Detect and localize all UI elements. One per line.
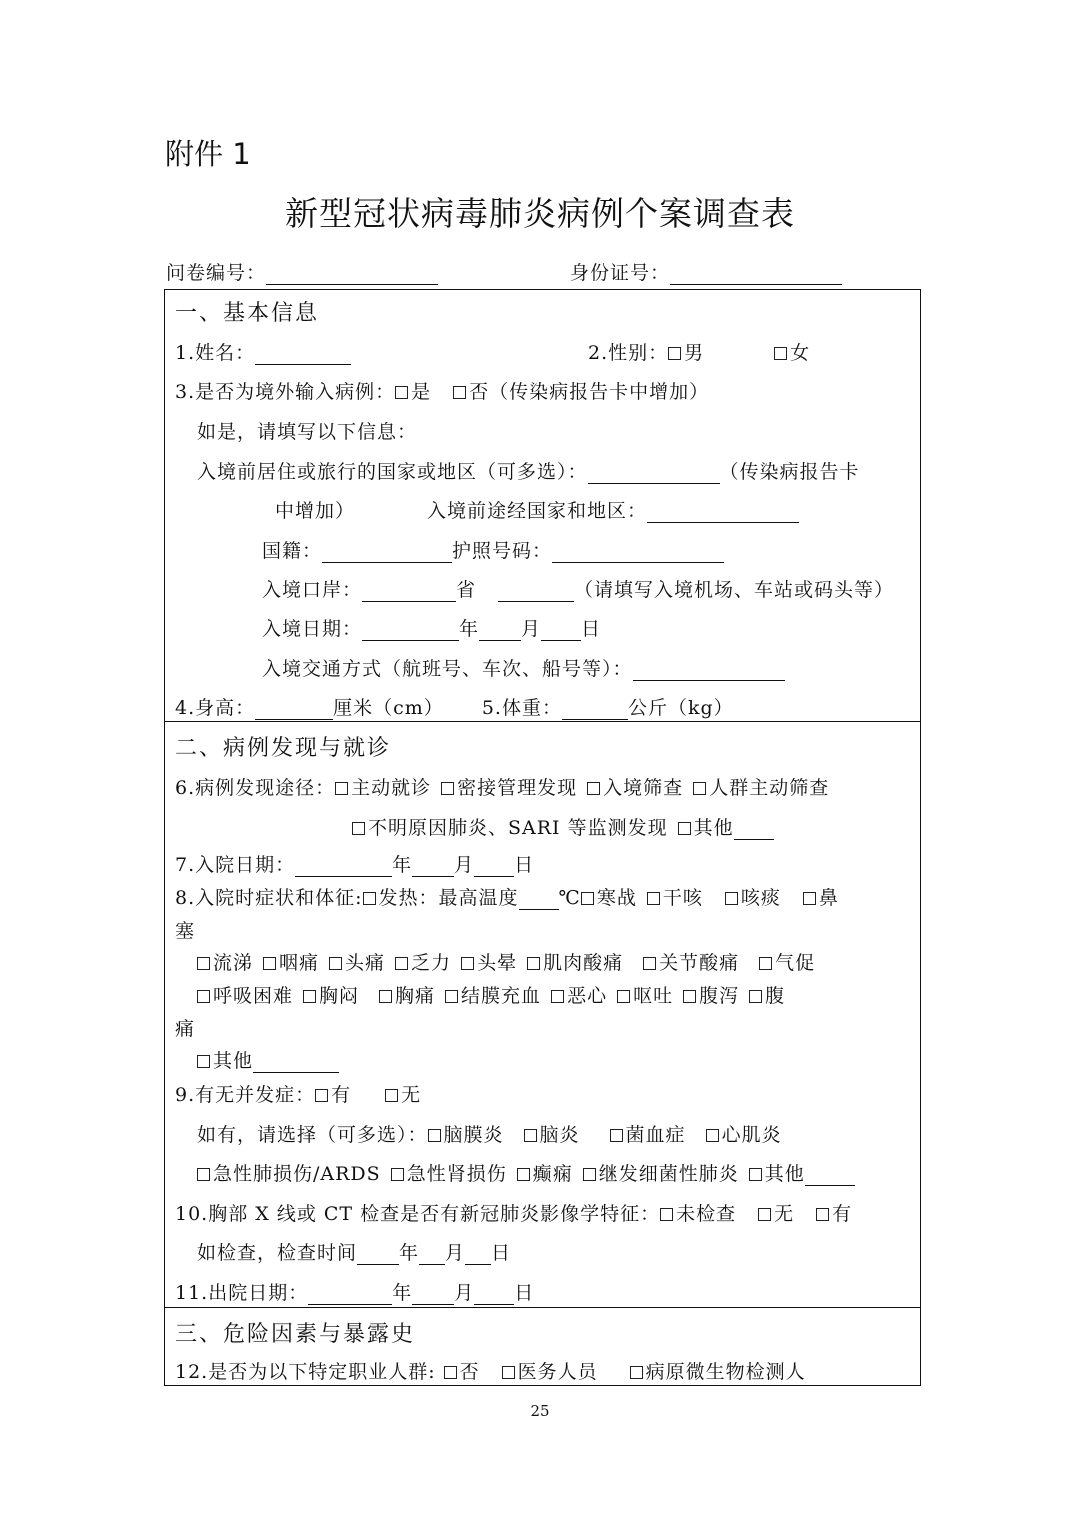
residence-note-cont: 中增加） — [275, 500, 356, 522]
month-label: 月 — [454, 854, 475, 876]
discovery-row-cont — [352, 813, 774, 840]
questionnaire-number-label: 问卷编号： — [166, 262, 267, 284]
imported-no-label: 否（传染病报告卡中增加） — [469, 381, 710, 403]
vomit-checkbox[interactable] — [617, 990, 630, 1003]
disc-screening-checkbox[interactable] — [693, 782, 706, 795]
residence-field[interactable] — [588, 463, 720, 484]
joint-pain-label: 关节酸痛 — [659, 952, 740, 974]
if-yes-note: 如是，请填写以下信息： — [197, 421, 418, 443]
imaging-none-label: 无 — [774, 1203, 795, 1225]
dry-cough-label: 干咳 — [662, 887, 703, 909]
imaging-has-checkbox[interactable] — [816, 1208, 829, 1221]
discharge-day-field[interactable] — [474, 1284, 514, 1305]
disc-entry-checkbox[interactable] — [587, 782, 600, 795]
disc-entry-label: 入境筛查 — [603, 777, 684, 799]
disc-other-checkbox[interactable] — [678, 822, 691, 835]
epilepsy-label: 癫痫 — [532, 1163, 573, 1185]
chest-pain-label: 胸痛 — [395, 985, 436, 1007]
symptoms-row-1 — [175, 883, 839, 910]
admission-month-field[interactable] — [412, 856, 454, 877]
nasal-checkbox[interactable] — [803, 892, 816, 905]
abdominal-pain-label-cont: 痛 — [175, 1018, 196, 1040]
occupation-no-label: 否 — [459, 1361, 480, 1383]
bacteremia-label: 菌血症 — [625, 1124, 686, 1146]
conjunctival-checkbox[interactable] — [445, 990, 458, 1003]
residence-row — [197, 457, 860, 484]
celsius-label: ℃ — [558, 887, 581, 909]
imported-case-label: 3.是否为境外输入病例： — [175, 381, 396, 403]
year-label: 年 — [392, 1282, 413, 1304]
epilepsy-checkbox[interactable] — [517, 1168, 530, 1181]
residence-note: （传染病报告卡 — [719, 461, 860, 483]
attachment-label: 附件 1 — [165, 137, 251, 171]
transit-label: 入境前途经国家和地区： — [427, 500, 648, 522]
complication-row — [175, 1080, 421, 1107]
complication-yes-label: 有 — [331, 1084, 352, 1106]
disc-contact-checkbox[interactable] — [441, 782, 454, 795]
admission-day-field[interactable] — [474, 856, 514, 877]
chills-label: 寒战 — [596, 887, 637, 909]
imaging-has-label: 有 — [832, 1203, 853, 1225]
discovery-label: 6.病例发现途径： — [175, 777, 336, 799]
height-unit: 厘米（cm） — [333, 697, 444, 719]
max-temp-field[interactable] — [519, 889, 559, 910]
discharge-date-label: 11.出院日期： — [175, 1282, 309, 1304]
symptom-other-field[interactable] — [253, 1052, 339, 1073]
entry-month-field[interactable] — [479, 620, 521, 641]
admission-date-row — [175, 850, 534, 877]
weight-field[interactable] — [562, 699, 628, 720]
female-label: 女 — [790, 342, 811, 364]
passport-field[interactable] — [552, 542, 724, 563]
month-label: 月 — [454, 1282, 475, 1304]
discovery-row — [175, 773, 829, 800]
entry-date-row — [262, 614, 601, 641]
transport-field[interactable] — [633, 660, 785, 681]
imported-case-row — [175, 377, 709, 404]
year-label: 年 — [459, 618, 480, 640]
complication-other-label: 其他 — [764, 1163, 805, 1185]
day-label: 日 — [514, 1282, 535, 1304]
imaging-row — [175, 1199, 852, 1226]
lab-tester-label: 病原微生物检测人 — [645, 1361, 806, 1383]
complication-choices-row-2 — [197, 1159, 855, 1186]
diarrhea-checkbox[interactable] — [683, 990, 696, 1003]
bacterial-pneumonia-label: 继发细菌性肺炎 — [598, 1163, 739, 1185]
sputum-label: 咳痰 — [740, 887, 781, 909]
year-label: 年 — [399, 1242, 420, 1264]
transport-label: 入境交通方式（航班号、车次、船号等）： — [262, 658, 633, 680]
fever-checkbox[interactable] — [363, 892, 376, 905]
short-breath-checkbox[interactable] — [759, 957, 772, 970]
complication-no-checkbox[interactable] — [385, 1089, 398, 1102]
check-month-field[interactable] — [419, 1244, 445, 1265]
sore-throat-label: 咽痛 — [279, 952, 320, 974]
check-time-label: 如检查，检查时间 — [197, 1242, 358, 1264]
chills-checkbox[interactable] — [581, 892, 594, 905]
section-divider — [164, 1307, 921, 1308]
weight-label: 5.体重： — [481, 697, 562, 719]
year-label: 年 — [392, 854, 413, 876]
questionnaire-number-row — [166, 258, 438, 285]
diarrhea-label: 腹泻 — [699, 985, 740, 1007]
ards-label: 急性肺损伤/ARDS — [213, 1163, 381, 1185]
entry-day-field[interactable] — [541, 620, 581, 641]
imaging-none-checkbox[interactable] — [758, 1208, 771, 1221]
residence-label: 入境前居住或旅行的国家或地区（可多选）： — [197, 461, 588, 483]
symptoms-row-2 — [197, 948, 815, 975]
day-label: 日 — [581, 618, 602, 640]
occupation-label: 12.是否为以下特定职业人群: — [175, 1361, 436, 1383]
disc-active-label: 主动就诊 — [351, 777, 432, 799]
medical-staff-label: 医务人员 — [517, 1361, 598, 1383]
entry-port-label: 入境口岸： — [262, 579, 363, 601]
name-row — [175, 338, 351, 365]
complication-choose-label: 如有，请选择（可多选）： — [197, 1124, 428, 1146]
form-title: 新型冠状病毒肺炎病例个案调查表 — [285, 194, 795, 233]
vomit-label: 呕吐 — [633, 985, 674, 1007]
myocarditis-label: 心肌炎 — [721, 1124, 782, 1146]
disc-active-checkbox[interactable] — [335, 782, 348, 795]
questionnaire-number-field[interactable] — [266, 264, 438, 285]
disc-other-label: 其他 — [693, 817, 734, 839]
name-label: 1.姓名： — [175, 342, 256, 364]
transit-field[interactable] — [647, 502, 799, 523]
muscle-pain-checkbox[interactable] — [527, 957, 540, 970]
chest-tight-checkbox[interactable] — [303, 990, 316, 1003]
disc-monitor-label: 不明原因肺炎、SARI 等监测发现 — [368, 817, 668, 839]
short-breath-label: 气促 — [775, 952, 816, 974]
disc-screening-label: 人群主动筛查 — [709, 777, 830, 799]
residence-row-cont — [275, 496, 799, 523]
discharge-date-row — [175, 1278, 534, 1305]
section-discovery-title: 二、病例发现与就诊 — [175, 736, 392, 761]
aki-checkbox[interactable] — [391, 1168, 404, 1181]
admission-date-label: 7.入院日期： — [175, 854, 296, 876]
month-label: 月 — [521, 618, 542, 640]
dry-cough-checkbox[interactable] — [647, 892, 660, 905]
fatigue-checkbox[interactable] — [395, 957, 408, 970]
lab-tester-checkbox[interactable] — [630, 1366, 643, 1379]
imaging-label: 10.胸部 X 线或 CT 检查是否有新冠肺炎影像学特征： — [175, 1203, 661, 1225]
joint-pain-checkbox[interactable] — [643, 957, 656, 970]
complication-yes-checkbox[interactable] — [315, 1089, 328, 1102]
month-label: 月 — [445, 1242, 466, 1264]
dizzy-checkbox[interactable] — [461, 957, 474, 970]
weight-unit: 公斤（kg） — [627, 697, 734, 719]
dyspnea-label: 呼吸困难 — [213, 985, 294, 1007]
id-number-row — [570, 258, 842, 285]
section-basic-info-title: 一、基本信息 — [175, 301, 320, 326]
check-year-field[interactable] — [357, 1244, 399, 1265]
nationality-field[interactable] — [322, 542, 452, 563]
aki-label: 急性肾损伤 — [406, 1163, 507, 1185]
symptom-other-checkbox[interactable] — [197, 1055, 210, 1068]
muscle-pain-label: 肌肉酸痛 — [543, 952, 624, 974]
complication-no-label: 无 — [401, 1084, 422, 1106]
abdominal-pain-checkbox[interactable] — [749, 990, 762, 1003]
meningitis-checkbox[interactable] — [428, 1129, 441, 1142]
nausea-checkbox[interactable] — [551, 990, 564, 1003]
nasal-label-cont: 塞 — [175, 920, 196, 942]
fatigue-label: 乏力 — [411, 952, 452, 974]
occupation-row — [175, 1357, 806, 1384]
sore-throat-checkbox[interactable] — [263, 957, 276, 970]
bacterial-pneumonia-checkbox[interactable] — [583, 1168, 596, 1181]
complication-other-field[interactable] — [805, 1165, 855, 1186]
complication-label: 9.有无并发症： — [175, 1084, 316, 1106]
imported-no-checkbox[interactable] — [453, 386, 466, 399]
check-time-row — [197, 1238, 511, 1265]
not-checked-label: 未检查 — [676, 1203, 737, 1225]
male-label: 男 — [684, 342, 705, 364]
disc-other-field[interactable] — [734, 819, 774, 840]
disc-contact-label: 密接管理发现 — [457, 777, 578, 799]
ards-checkbox[interactable] — [197, 1168, 210, 1181]
conjunctival-label: 结膜充血 — [461, 985, 542, 1007]
bacteremia-checkbox[interactable] — [610, 1129, 623, 1142]
page-number: 25 — [530, 1402, 550, 1420]
height-weight-row — [175, 693, 734, 720]
disc-monitor-checkbox[interactable] — [352, 822, 365, 835]
symptom-other-label: 其他 — [213, 1050, 254, 1072]
discharge-month-field[interactable] — [412, 1284, 454, 1305]
runny-checkbox[interactable] — [197, 957, 210, 970]
entry-year-field[interactable] — [362, 620, 459, 641]
headache-checkbox[interactable] — [329, 957, 342, 970]
entry-date-label: 入境日期： — [262, 618, 363, 640]
section-risk-title: 三、危险因素与暴露史 — [175, 1322, 416, 1347]
transport-row — [262, 654, 785, 681]
id-number-field[interactable] — [670, 264, 842, 285]
complication-other-checkbox[interactable] — [749, 1168, 762, 1181]
imported-yes-checkbox[interactable] — [395, 386, 408, 399]
meningitis-label: 脑膜炎 — [443, 1124, 504, 1146]
abdominal-pain-label: 腹 — [765, 985, 786, 1007]
name-field[interactable] — [255, 344, 351, 365]
check-day-field[interactable] — [465, 1244, 491, 1265]
nasal-label: 鼻 — [818, 887, 839, 909]
male-checkbox[interactable] — [668, 347, 681, 360]
female-checkbox[interactable] — [774, 347, 787, 360]
complication-choices-row — [197, 1120, 782, 1147]
section-divider — [164, 721, 921, 722]
chest-pain-checkbox[interactable] — [379, 990, 392, 1003]
passport-label: 护照号码： — [452, 540, 553, 562]
symptoms-label: 8.入院时症状和体征: — [175, 887, 363, 909]
encephalitis-checkbox[interactable] — [524, 1129, 537, 1142]
symptom-other-row — [197, 1046, 339, 1073]
fever-label: 发热：最高温度 — [378, 887, 519, 909]
entry-port-row — [262, 575, 894, 602]
not-checked-checkbox[interactable] — [660, 1208, 673, 1221]
port-detail-field[interactable] — [498, 581, 574, 602]
discharge-year-field[interactable] — [308, 1284, 392, 1305]
dyspnea-checkbox[interactable] — [197, 990, 210, 1003]
gender-row — [588, 338, 810, 365]
myocarditis-checkbox[interactable] — [706, 1129, 719, 1142]
height-label: 4.身高： — [175, 697, 256, 719]
entry-port-field[interactable] — [362, 581, 456, 602]
gender-label: 2.性别： — [588, 342, 669, 364]
headache-label: 头痛 — [345, 952, 386, 974]
runny-label: 流涕 — [213, 952, 254, 974]
imported-yes-label: 是 — [411, 381, 432, 403]
nationality-label: 国籍： — [262, 540, 323, 562]
province-label: 省 — [456, 579, 477, 601]
medical-staff-checkbox[interactable] — [502, 1366, 515, 1379]
admission-year-field[interactable] — [295, 856, 392, 877]
symptoms-row-3 — [197, 981, 785, 1008]
nationality-row — [262, 536, 724, 563]
sputum-checkbox[interactable] — [725, 892, 738, 905]
id-number-label: 身份证号： — [570, 262, 671, 284]
entry-port-note: （请填写入境机场、车站或码头等） — [574, 579, 895, 601]
encephalitis-label: 脑炎 — [539, 1124, 580, 1146]
day-label: 日 — [514, 854, 535, 876]
day-label: 日 — [491, 1242, 512, 1264]
occupation-no-checkbox[interactable] — [444, 1366, 457, 1379]
dizzy-label: 头晕 — [477, 952, 518, 974]
nausea-label: 恶心 — [567, 985, 608, 1007]
chest-tight-label: 胸闷 — [319, 985, 360, 1007]
height-field[interactable] — [255, 699, 333, 720]
